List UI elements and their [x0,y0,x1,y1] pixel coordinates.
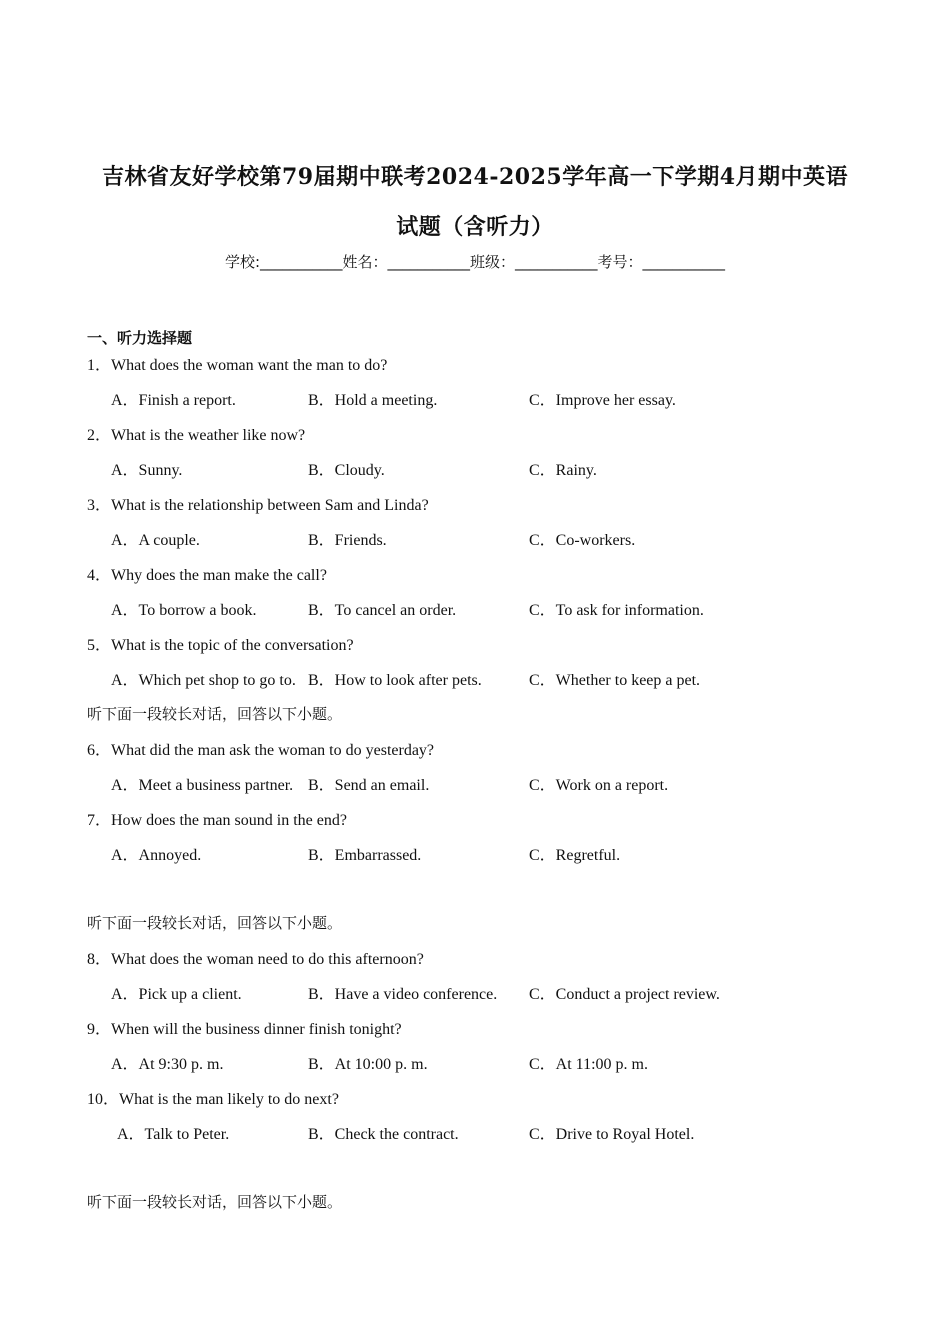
question-6-option-b: B．Send an email. [308,777,430,794]
question-8-option-b: B．Have a video conference. [308,986,498,1003]
passage-note: 听下面一段较长对话，回答以下小题。 [87,705,343,723]
student-info-line: 学校:___________姓名：___________班级：___________考号：___________ [224,253,726,271]
question-1-option-a: A．Finish a report. [111,392,236,409]
question-4-option-b: B．To cancel an order. [308,602,457,619]
section-heading: 一、听力选择题 [87,329,193,347]
question-3-option-b: B．Friends. [308,532,387,549]
question-1-option-b: B．Hold a meeting. [308,392,438,409]
question-4: 4．Why does the man make the call? [87,567,327,584]
question-1-option-c: C．Improve her essay. [529,392,676,409]
question-2: 2．What is the weather like now? [87,427,306,444]
question-2-option-a: A．Sunny. [111,462,183,479]
question-10-option-b: B．Check the contract. [308,1126,459,1143]
passage-note: 听下面一段较长对话，回答以下小题。 [87,914,343,932]
question-8-option-c: C．Conduct a project review. [529,986,720,1003]
question-8: 8．What does the woman need to do this afternoon? [87,951,424,968]
question-4-option-a: A．To borrow a book. [111,602,257,619]
question-2-option-c: C．Rainy. [529,462,597,479]
question-3-option-a: A．A couple. [111,532,200,549]
question-7-option-b: B．Embarrassed. [308,847,422,864]
question-5-option-a: A．Which pet shop to go to. [111,672,296,689]
question-9-option-c: C．At 11:00 p. m. [529,1056,648,1073]
question-3-option-c: C．Co-workers. [529,532,636,549]
question-5: 5．What is the topic of the conversation? [87,637,354,654]
question-10-option-c: C．Drive to Royal Hotel. [529,1126,695,1143]
question-9-option-a: A．At 9:30 p. m. [111,1056,224,1073]
question-9-option-b: B．At 10:00 p. m. [308,1056,428,1073]
question-6-option-a: A．Meet a business partner. [111,777,294,794]
question-7-option-a: A．Annoyed. [111,847,202,864]
question-1: 1．What does the woman want the man to do? [87,357,388,374]
question-5-option-b: B．How to look after pets. [308,672,482,689]
question-7: 7．How does the man sound in the end? [87,812,347,829]
document-title-line-2: 试题（含听力） [396,214,554,240]
question-2-option-b: B．Cloudy. [308,462,385,479]
document-title-line-1: 吉林省友好学校第79届期中联考2024-2025学年高一下学期4月期中英语 [101,164,849,190]
question-6-option-c: C．Work on a report. [529,777,669,794]
question-5-option-c: C．Whether to keep a pet. [529,672,701,689]
question-7-option-c: C．Regretful. [529,847,621,864]
question-9: 9．When will the business dinner finish tonight? [87,1021,402,1038]
question-8-option-a: A．Pick up a client. [111,986,242,1003]
question-6: 6．What did the man ask the woman to do yesterday? [87,742,435,759]
passage-note: 听下面一段较长对话，回答以下小题。 [87,1193,343,1211]
question-10-option-a: A．Talk to Peter. [117,1126,230,1143]
question-10: 10．What is the man likely to do next? [87,1091,339,1108]
question-3: 3．What is the relationship between Sam and Linda? [87,497,429,514]
question-4-option-c: C．To ask for information. [529,602,704,619]
